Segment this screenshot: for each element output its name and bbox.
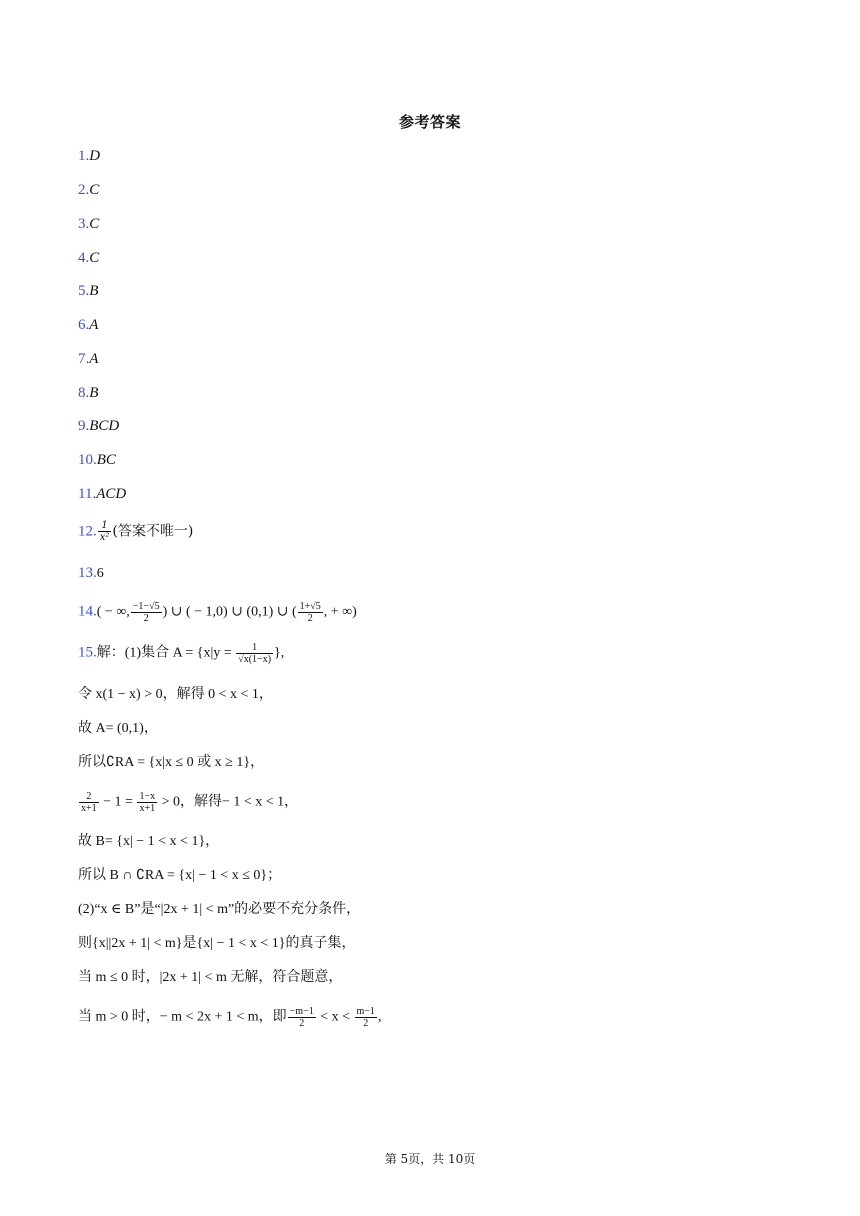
question-number: 2. — [78, 182, 90, 198]
solution-text: > 0，解得− 1 < x < 1， — [158, 794, 299, 810]
question-number: 1. — [78, 148, 90, 164]
answer-line — [78, 315, 98, 335]
answer-line — [78, 450, 116, 470]
solution-text: 当 m > 0 时，− m < 2x + 1 < m，即 — [78, 1009, 287, 1025]
fraction-denominator: 2 — [143, 613, 149, 624]
solution-line: 故 B= {x| − 1 < x < 1}， — [78, 834, 220, 849]
answer-line-14 — [78, 601, 357, 624]
answer-line — [78, 248, 99, 268]
answer-text: BCD — [89, 418, 120, 434]
question-number: 9. — [78, 418, 90, 434]
answer-text: C — [89, 216, 100, 232]
solution-text: − 1 = — [99, 794, 137, 810]
solution-line: 故 A= (0,1)， — [78, 721, 158, 736]
interval-part: , + ∞) — [323, 604, 357, 620]
answer-line — [78, 416, 119, 436]
solution-text: 解：(1)集合 A = {x|y = — [96, 645, 236, 661]
question-number: 14. — [78, 603, 97, 620]
fraction — [137, 791, 157, 814]
page-footer: 第 5页，共 10页 — [384, 1152, 476, 1166]
question-number: 11. — [78, 486, 97, 502]
answer-line — [78, 180, 99, 200]
fraction — [298, 601, 323, 624]
page-title: 参考答案 — [398, 113, 461, 131]
question-number: 6. — [78, 317, 90, 333]
answer-text: C — [89, 250, 100, 266]
interval-part: ( − ∞, — [96, 604, 130, 620]
fraction — [288, 1006, 316, 1029]
fraction-numerator: −m−1 — [289, 1006, 314, 1017]
solution-text: , — [377, 1009, 382, 1025]
answer-text: A — [89, 351, 99, 367]
fraction-denominator: 2 — [363, 1018, 369, 1029]
question-number: 8. — [78, 385, 90, 401]
answer-text: ACD — [96, 486, 127, 502]
fraction-numerator: 1 — [236, 642, 273, 654]
solution-text: }, — [274, 645, 285, 661]
fraction-denominator: x+1 — [81, 803, 97, 814]
solution-line — [78, 1006, 381, 1029]
solution-line: 则{x||2x + 1| < m}是{x| − 1 < x < 1}的真子集， — [78, 936, 356, 951]
fraction-numerator: m−1 — [356, 1006, 375, 1017]
question-number: 3. — [78, 216, 90, 232]
question-number: 4. — [78, 250, 90, 266]
answer-text: D — [89, 148, 101, 164]
solution-line: 当 m ≤ 0 时，|2x + 1| < m 无解，符合题意， — [78, 970, 343, 985]
answer-line — [78, 214, 99, 234]
solution-line — [78, 791, 298, 814]
question-number: 5. — [78, 283, 90, 299]
fraction-numerator: 1 — [98, 520, 112, 532]
fraction-numerator: 1+√5 — [299, 601, 321, 612]
fraction-denominator: 2 — [299, 1018, 305, 1029]
fraction — [355, 1006, 377, 1029]
answer-text: C — [89, 182, 100, 198]
question-number: 7. — [78, 351, 90, 367]
answer-line-13 — [78, 563, 104, 584]
fraction-denominator: √x(1−x) — [238, 654, 272, 665]
fraction-denominator: x² — [99, 532, 110, 543]
answer-line — [78, 281, 98, 301]
solution-text: < x < — [316, 1009, 354, 1025]
question-number: 10. — [78, 452, 97, 468]
answer-text: B — [89, 385, 99, 401]
answer-line — [78, 383, 98, 403]
fraction-denominator: 2 — [307, 613, 313, 624]
answer-note: (答案不唯一) — [112, 523, 194, 540]
fraction — [98, 520, 112, 543]
fraction-denominator: x+1 — [139, 803, 156, 814]
fraction — [236, 642, 273, 665]
solution-line — [78, 642, 284, 665]
answer-text: 6 — [96, 566, 104, 581]
fraction-numerator: 2 — [79, 791, 99, 803]
question-number: 12. — [78, 523, 97, 540]
answer-line — [78, 484, 126, 504]
solution-line: 所以 B ∩ ∁RA = {x| − 1 < x ≤ 0}； — [78, 868, 282, 883]
fraction-numerator: 1−x — [139, 791, 156, 802]
question-number: 15. — [78, 644, 97, 661]
answer-line-12 — [78, 520, 193, 543]
interval-part: ) ∪ ( − 1,0) ∪ (0,1) ∪ ( — [162, 604, 297, 620]
fraction-numerator: −1−√5 — [132, 601, 160, 612]
answer-line — [78, 146, 100, 166]
solution-line: 所以∁RA = {x|x ≤ 0 或 x ≥ 1}， — [78, 755, 265, 770]
answer-text: BC — [96, 452, 116, 468]
answer-line — [78, 349, 98, 369]
solution-line: 令 x(1 − x) > 0，解得 0 < x < 1， — [78, 687, 273, 702]
answer-text: B — [89, 283, 99, 299]
question-number: 13. — [78, 565, 97, 581]
solution-line: (2)“x ∈ B”是“|2x + 1| < m”的必要不充分条件， — [78, 902, 361, 917]
answer-text: A — [89, 317, 99, 333]
fraction — [79, 791, 99, 814]
fraction — [131, 601, 162, 624]
